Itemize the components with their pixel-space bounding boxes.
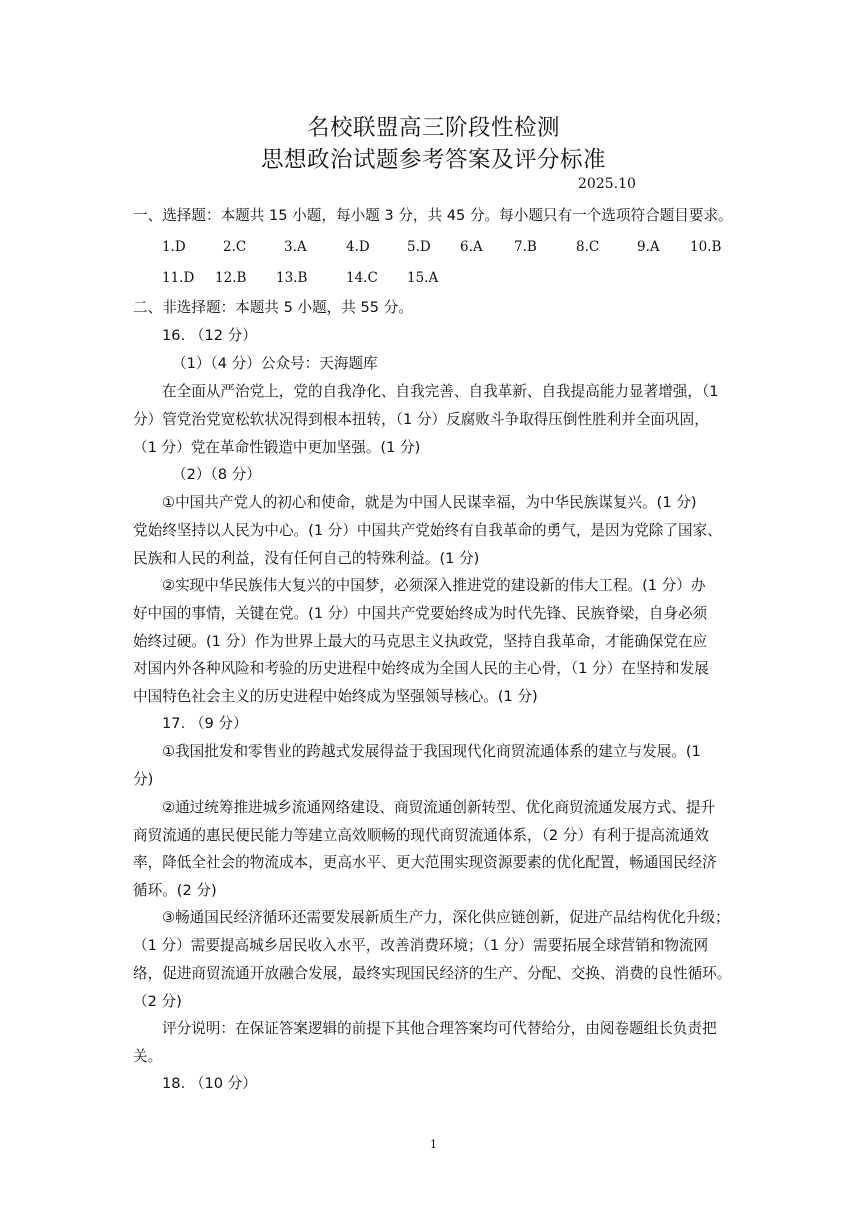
answer-item: 3.A xyxy=(284,239,307,255)
answer-line: 在全面从严治党上，党的自我净化、自我完善、自我革新、自我提高能力显著增强，（1 xyxy=(162,383,719,400)
answer-line: （2 分) xyxy=(133,993,182,1010)
answer-line: 党始终坚持以人民为中心。(1 分）中国共产党始终有自我革命的勇气，是因为党除了国家、 xyxy=(133,522,722,539)
answer-item: 1.D xyxy=(162,239,186,255)
answer-line: 对国内外各种风险和考验的历史进程中始终成为全国人民的主心骨，（1 分）在坚持和发展 xyxy=(133,660,709,677)
answer-line: 率，降低全社会的物流成本，更高水平、更大范围实现资源要素的优化配置，畅通国民经济 xyxy=(133,854,717,871)
answer-line: 始终过硬。(1 分）作为世界上最大的马克思主义执政党，坚持自我革命，才能确保党在应 xyxy=(133,633,708,650)
answer-item: 11.D xyxy=(162,270,195,286)
document-subtitle: 思想政治试题参考答案及评分标准 xyxy=(260,147,606,173)
answer-item: 8.C xyxy=(576,239,600,255)
answer-line: 好中国的事情，关键在党。(1 分）中国共产党要始终成为时代先锋、民族脊梁，自身必须 xyxy=(133,605,708,622)
answer-line: 分) xyxy=(133,771,154,788)
section1-heading: 一、选择题：本题共 15 小题，每小题 3 分，共 45 分。每小题只有一个选项符合题目要求。 xyxy=(133,207,733,224)
question-17-label: 17. （9 分） xyxy=(162,715,248,732)
answer-item: 14.C xyxy=(346,270,378,286)
answer-line: 分）管党治党宽松软状况得到根本扭转，（1 分）反腐败斗争取得压倒性胜利并全面巩固， xyxy=(133,411,709,428)
section2-heading: 二、非选择题：本题共 5 小题，共 55 分。 xyxy=(133,299,413,316)
question-16-label: 16. （12 分） xyxy=(162,327,257,344)
answer-line: ①中国共产党人的初心和使命，就是为中国人民谋幸福，为中华民族谋复兴。(1 分) xyxy=(162,494,697,511)
scoring-note: 评分说明：在保证答案逻辑的前提下其他合理答案均可代替给分，由阅卷题组长负责把 xyxy=(162,1020,717,1037)
answer-item: 10.B xyxy=(690,239,722,255)
scoring-note: 关。 xyxy=(133,1048,163,1065)
answer-item: 9.A xyxy=(637,239,660,255)
question-18-label: 18. （10 分） xyxy=(162,1075,257,1092)
answer-line: ③畅通国民经济循环还需要发展新质生产力，深化供应链创新，促进产品结构优化升级； xyxy=(162,909,730,926)
page-number: 1 xyxy=(430,1138,437,1151)
question-16-part1-label: （1）（4 分）公众号：天海题库 xyxy=(172,355,378,372)
document-title: 名校联盟高三阶段性检测 xyxy=(306,115,560,141)
answer-item: 2.C xyxy=(223,239,247,255)
answer-item: 13.B xyxy=(276,270,308,286)
answer-line: ①我国批发和零售业的跨越式发展得益于我国现代化商贸流通体系的建立与发展。(1 xyxy=(162,743,701,760)
answer-item: 5.D xyxy=(407,239,431,255)
question-16-part2-label: （2）（8 分） xyxy=(172,466,261,483)
answer-line: 循环。(2 分) xyxy=(133,882,217,899)
answer-line: 络，促进商贸流通开放融合发展，最终实现国民经济的生产、分配、交换、消费的良性循环。 xyxy=(133,965,732,982)
answer-item: 12.B xyxy=(215,270,247,286)
answer-item: 7.B xyxy=(514,239,537,255)
answer-line: 中国特色社会主义的历史进程中始终成为坚强领导核心。(1 分) xyxy=(133,688,538,705)
answer-item: 15.A xyxy=(407,270,439,286)
answer-line: （1 分）需要提高城乡居民收入水平，改善消费环境；（1 分）需要拓展全球营销和物流网 xyxy=(133,937,709,954)
answer-line: 商贸流通的惠民便民能力等建立高效顺畅的现代商贸流通体系，（2 分）有利于提高流通效 xyxy=(133,827,709,844)
answer-item: 6.A xyxy=(460,239,483,255)
answer-line: （1 分）党在革命性锻造中更加坚强。(1 分) xyxy=(133,439,421,456)
document-date: 2025.10 xyxy=(578,176,636,192)
answer-line: ②实现中华民族伟大复兴的中国梦，必须深入推进党的建设新的伟大工程。(1 分）办 xyxy=(162,577,706,594)
answer-item: 4.D xyxy=(346,239,370,255)
answer-line: 民族和人民的利益，没有任何自己的特殊利益。(1 分) xyxy=(133,550,480,567)
answer-line: ②通过统筹推进城乡流通网络建设、商贸流通创新转型、优化商贸流通发展方式、提升 xyxy=(162,799,716,816)
